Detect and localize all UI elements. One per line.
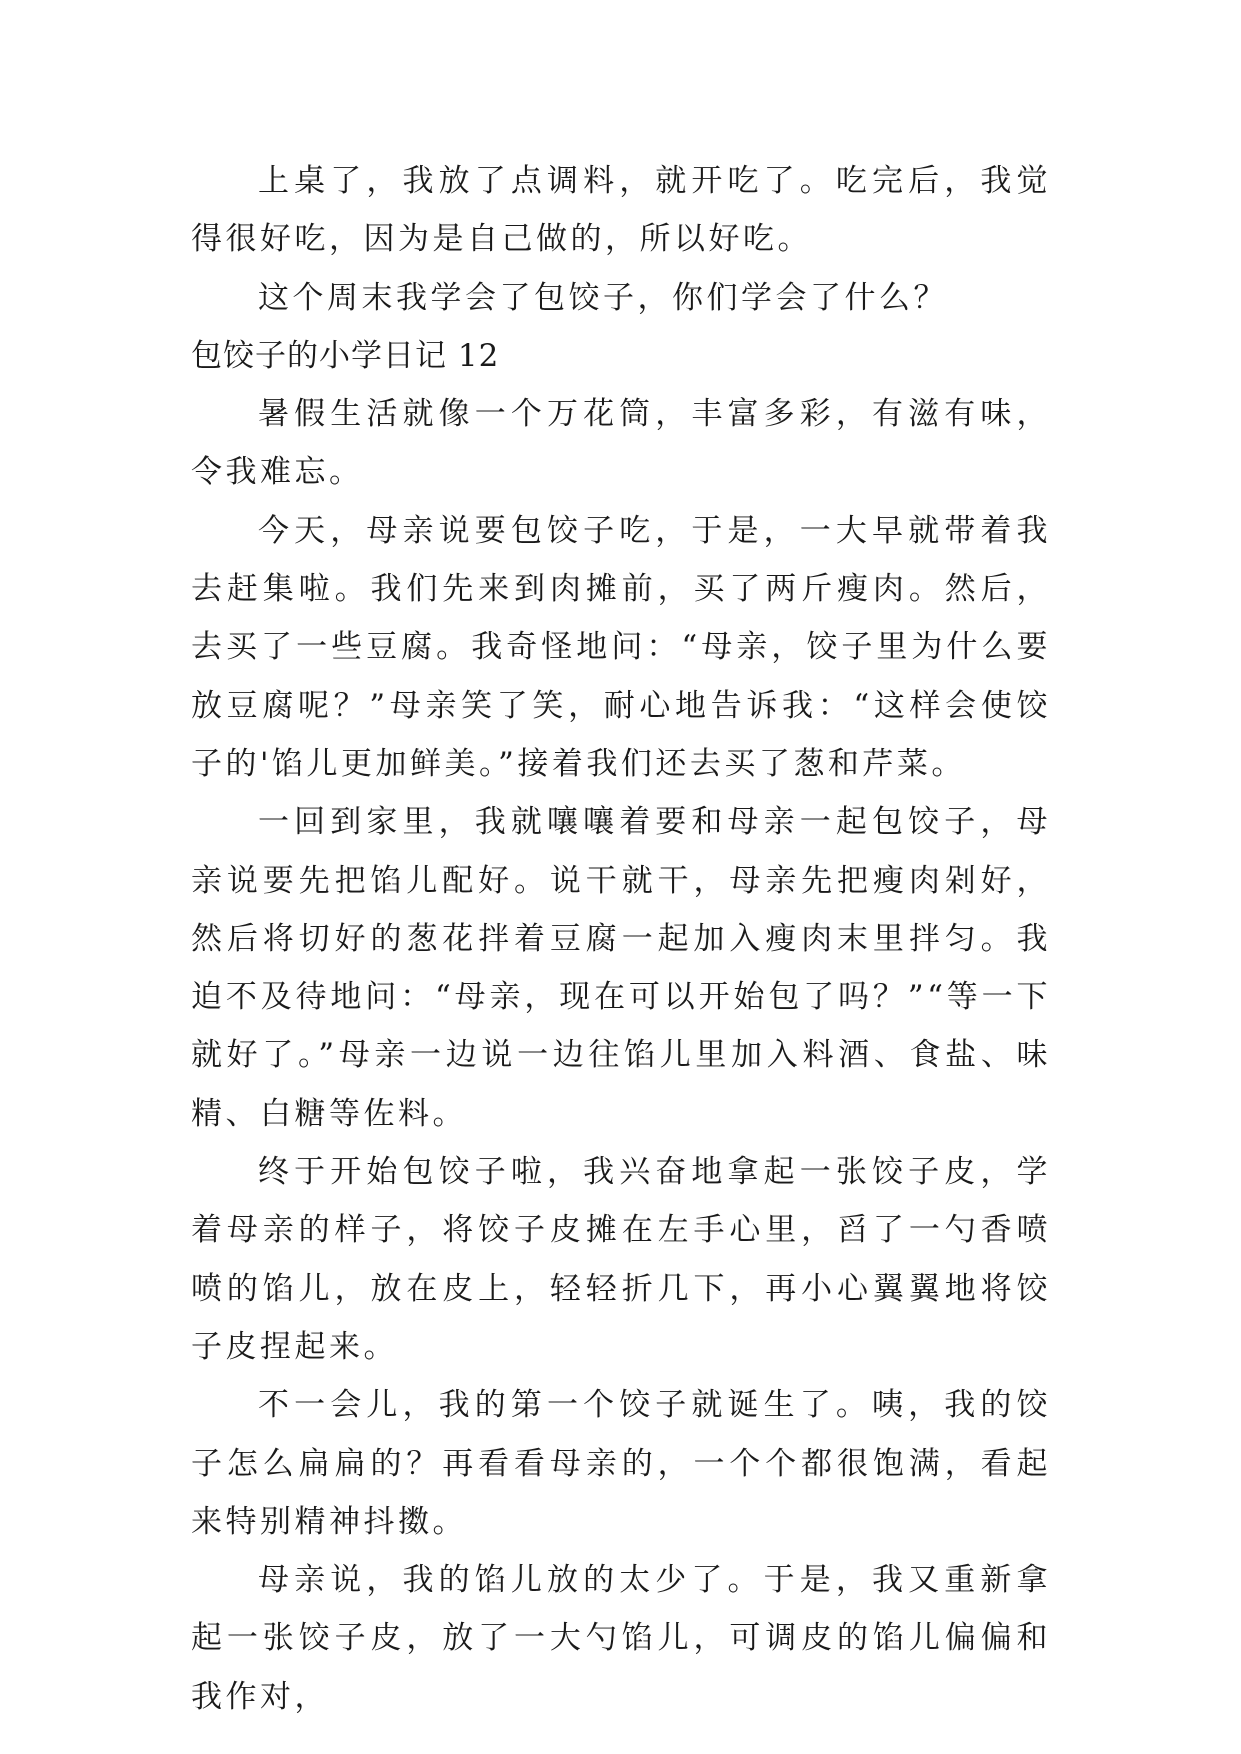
paragraph: 终于开始包饺子啦，我兴奋地拿起一张饺子皮，学着母亲的样子，将饺子皮摊在左手心里，舀了一勺香喷喷的馅儿，放在皮上，轻轻折几下，再小心翼翼地将饺子皮捏起来。 bbox=[191, 1154, 1051, 1365]
paragraph: 今天，母亲说要包饺子吃，于是，一大早就带着我去赶集啦。我们先来到肉摊前，买了两斤瘦肉。然后，去买了一些豆腐。我奇怪地问：“母亲，饺子里为什么要放豆腐呢？”母亲笑了笑，耐心地告诉我：“这样会使饺子的'馅儿更加鲜美。”接着我们还去买了葱和芹菜。 bbox=[191, 512, 1051, 782]
paragraph: 母亲说，我的馅儿放的太少了。于是，我又重新拿起一张饺子皮，放了一大勺馅儿，可调皮的馅儿偏偏和我作对， bbox=[191, 1562, 1051, 1715]
document-body bbox=[191, 152, 1051, 1726]
section-title: 包饺子的小学日记 12 bbox=[191, 337, 500, 374]
paragraph: 一回到家里，我就嚷嚷着要和母亲一起包饺子，母亲说要先把馅儿配好。说干就干，母亲先把瘦肉剁好，然后将切好的葱花拌着豆腐一起加入瘦肉末里拌匀。我迫不及待地问：“母亲，现在可以开始包了吗？”“等一下就好了。”母亲一边说一边往馅儿里加入料酒、食盐、味精、白糖等佐料。 bbox=[191, 804, 1051, 1132]
paragraph: 暑假生活就像一个万花筒，丰富多彩，有滋有味，令我难忘。 bbox=[191, 396, 1051, 491]
paragraph: 这个周末我学会了包饺子，你们学会了什么？ bbox=[258, 279, 948, 316]
paragraph: 不一会儿，我的第一个饺子就诞生了。咦，我的饺子怎么扁扁的？再看看母亲的，一个个都很饱满，看起来特别精神抖擞。 bbox=[191, 1387, 1051, 1540]
paragraph: 上桌了，我放了点调料，就开吃了。吃完后，我觉得很好吃，因为是自己做的，所以好吃。 bbox=[191, 163, 1051, 258]
